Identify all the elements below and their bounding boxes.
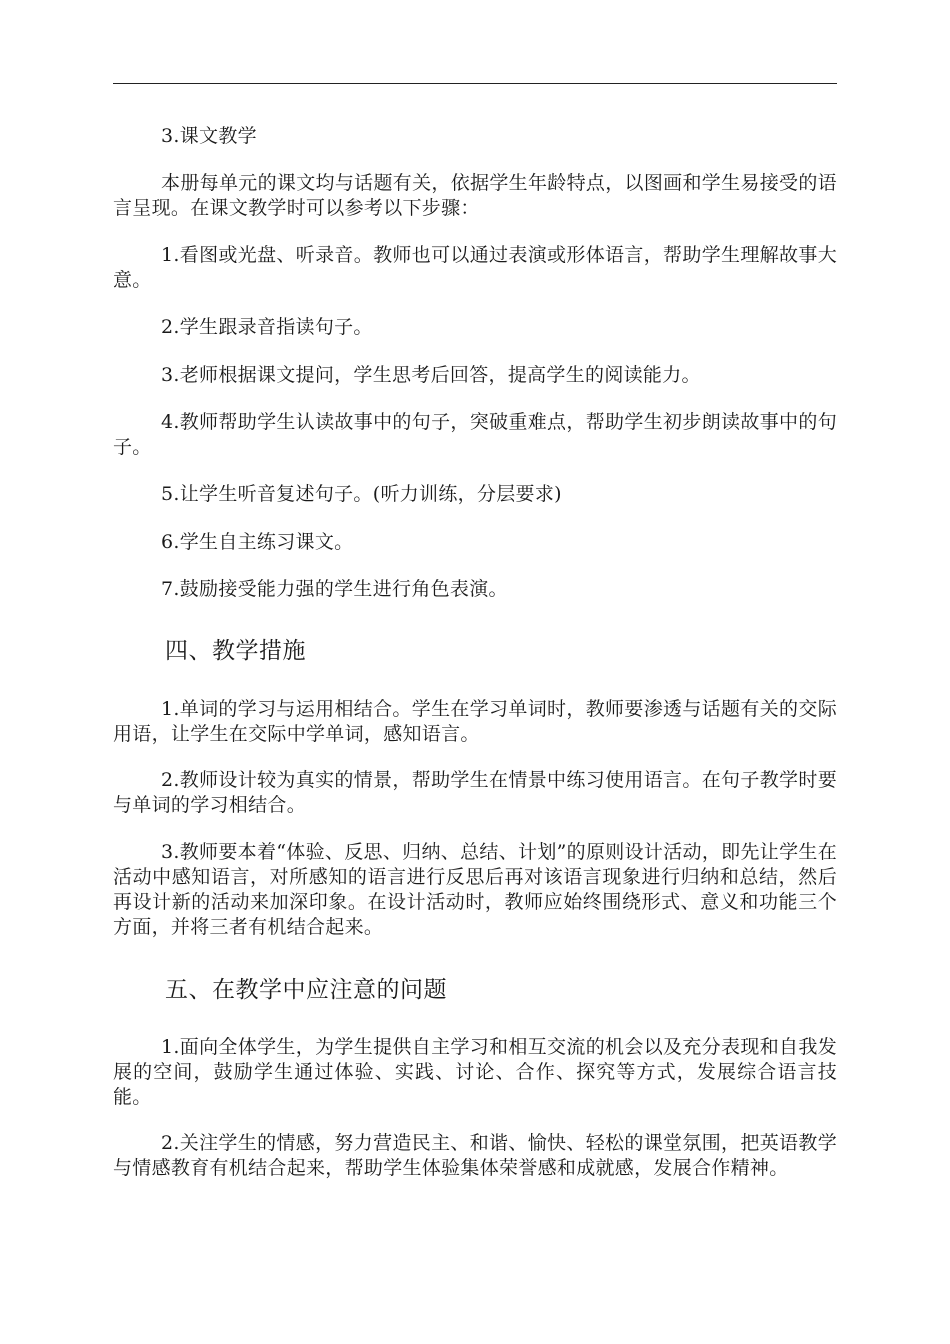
lesson-heading: 3.课文教学 <box>161 125 257 147</box>
measure-2: 2.教师设计较为真实的情景，帮助学生在情景中练习使用语言。在句子教学时要与单词的学习相结合。 <box>113 769 837 816</box>
measures-heading: 四、教学措施 <box>165 638 306 664</box>
lesson-step-7: 7.鼓励接受能力强的学生进行角色表演。 <box>161 578 508 600</box>
header-rule <box>113 83 837 84</box>
lesson-step-2: 2.学生跟录音指读句子。 <box>161 316 373 338</box>
lesson-intro: 本册每单元的课文均与话题有关，依据学生年龄特点，以图画和学生易接受的语言呈现。在课文教学时可以参考以下步骤： <box>113 172 837 219</box>
issue-2: 2.关注学生的情感，努力营造民主、和谐、愉快、轻松的课堂氛围，把英语教学与情感教育有机结合起来，帮助学生体验集体荣誉感和成就感，发展合作精神。 <box>113 1132 837 1179</box>
issue-1: 1.面向全体学生，为学生提供自主学习和相互交流的机会以及充分表现和自我发展的空间，鼓励学生通过体验、实践、讨论、合作、探究等方式，发展综合语言技能。 <box>113 1036 837 1108</box>
issues-heading: 五、在教学中应注意的问题 <box>165 977 447 1003</box>
measure-1: 1.单词的学习与运用相结合。学生在学习单词时，教师要渗透与话题有关的交际用语，让学生在交际中学单词，感知语言。 <box>113 698 837 745</box>
lesson-step-3: 3.老师根据课文提问，学生思考后回答，提高学生的阅读能力。 <box>161 364 701 386</box>
lesson-step-4: 4.教师帮助学生认读故事中的句子，突破重难点，帮助学生初步朗读故事中的句子。 <box>113 411 837 458</box>
lesson-step-1: 1.看图或光盘、听录音。教师也可以通过表演或形体语言，帮助学生理解故事大意。 <box>113 244 837 291</box>
lesson-step-6: 6.学生自主练习课文。 <box>161 531 354 553</box>
lesson-step-5: 5.让学生听音复述句子。(听力训练，分层要求) <box>161 483 562 505</box>
measure-3: 3.教师要本着“体验、反思、归纳、总结、计划”的原则设计活动，即先让学生在活动中感知语言，对所感知的语言进行反思后再对该语言现象进行归纳和总结，然后再设计新的活动来加深印象。在设计活动时，教师应始终围绕形式、意义和功能三个方面，并将三者有机结合起来。 <box>113 841 837 938</box>
